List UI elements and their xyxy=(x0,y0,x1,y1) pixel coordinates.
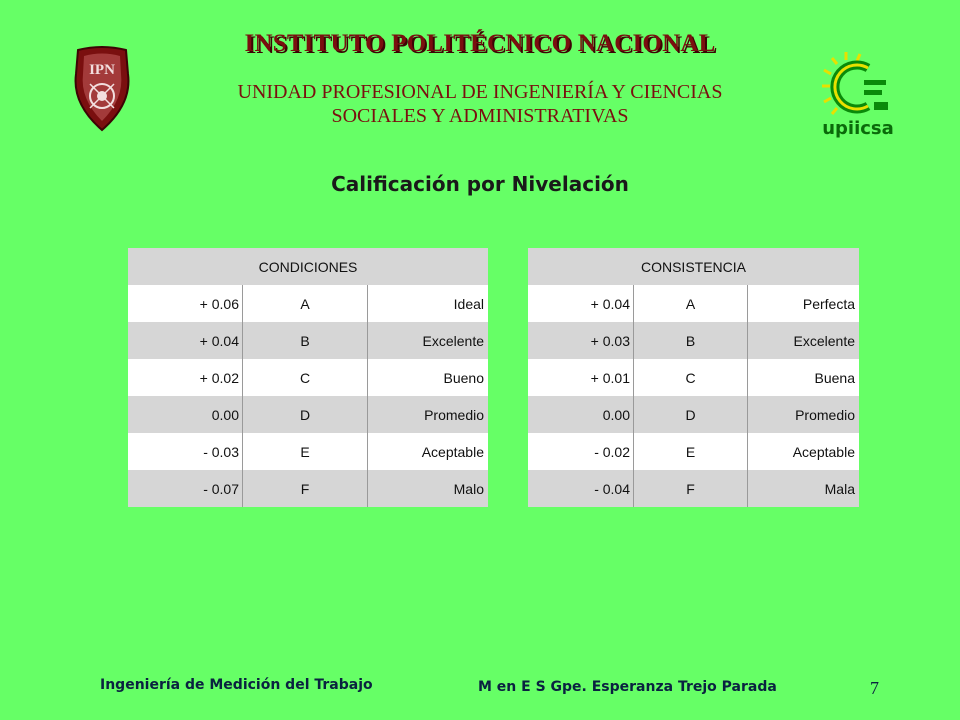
consistencia-table xyxy=(528,248,859,507)
unit-subtitle xyxy=(0,80,960,128)
table-row xyxy=(128,359,488,396)
table-row xyxy=(528,322,859,359)
condiciones-table xyxy=(128,248,488,507)
row-value: + 0.03 xyxy=(528,322,633,359)
slide-heading: Calificación por Nivelación xyxy=(331,172,629,196)
row-value: 0.00 xyxy=(128,396,242,433)
table-row xyxy=(528,285,859,322)
row-label: Aceptable xyxy=(367,433,488,470)
upiicsa-logo-text: upiicsa xyxy=(822,118,894,139)
row-value: - 0.03 xyxy=(128,433,242,470)
row-value: - 0.02 xyxy=(528,433,633,470)
table-row xyxy=(528,470,859,507)
table-row xyxy=(128,396,488,433)
row-grade: D xyxy=(633,396,747,433)
row-value: 0.00 xyxy=(528,396,633,433)
row-value: + 0.01 xyxy=(528,359,633,396)
table-row xyxy=(128,433,488,470)
row-grade: A xyxy=(633,285,747,322)
table-header: CONDICIONES xyxy=(128,248,488,285)
institution-title: INSTITUTO POLITÉCNICO NACIONAL xyxy=(244,30,716,57)
svg-text:IPN: IPN xyxy=(89,62,115,78)
row-grade: E xyxy=(242,433,367,470)
row-grade: F xyxy=(242,470,367,507)
row-label: Mala xyxy=(747,470,859,507)
table-row xyxy=(528,359,859,396)
row-label: Promedio xyxy=(367,396,488,433)
row-value: + 0.02 xyxy=(128,359,242,396)
row-grade: C xyxy=(242,359,367,396)
row-label: Ideal xyxy=(367,285,488,322)
row-label: Promedio xyxy=(747,396,859,433)
row-grade: C xyxy=(633,359,747,396)
row-label: Malo xyxy=(367,470,488,507)
table-row xyxy=(528,433,859,470)
row-grade: A xyxy=(242,285,367,322)
row-label: Excelente xyxy=(747,322,859,359)
table-row xyxy=(128,285,488,322)
row-grade: E xyxy=(633,433,747,470)
table-row xyxy=(128,322,488,359)
page-number: 7 xyxy=(870,678,879,698)
row-value: + 0.06 xyxy=(128,285,242,322)
row-label: Aceptable xyxy=(747,433,859,470)
row-label: Bueno xyxy=(367,359,488,396)
unit-subtitle-line1: UNIDAD PROFESIONAL DE INGENIERÍA Y CIENCIAS xyxy=(237,81,723,103)
row-value: - 0.07 xyxy=(128,470,242,507)
row-grade: B xyxy=(242,322,367,359)
row-grade: D xyxy=(242,396,367,433)
row-grade: B xyxy=(633,322,747,359)
row-grade: F xyxy=(633,470,747,507)
table-row xyxy=(128,470,488,507)
table-header: CONSISTENCIA xyxy=(528,248,859,285)
row-label: Buena xyxy=(747,359,859,396)
table-row xyxy=(528,396,859,433)
footer-course: Ingeniería de Medición del Trabajo xyxy=(100,677,373,693)
row-value: + 0.04 xyxy=(128,322,242,359)
row-value: + 0.04 xyxy=(528,285,633,322)
row-label: Excelente xyxy=(367,322,488,359)
row-label: Perfecta xyxy=(747,285,859,322)
unit-subtitle-line2: SOCIALES Y ADMINISTRATIVAS xyxy=(331,105,629,127)
footer-author: M en E S Gpe. Esperanza Trejo Parada xyxy=(478,679,777,695)
row-value: - 0.04 xyxy=(528,470,633,507)
